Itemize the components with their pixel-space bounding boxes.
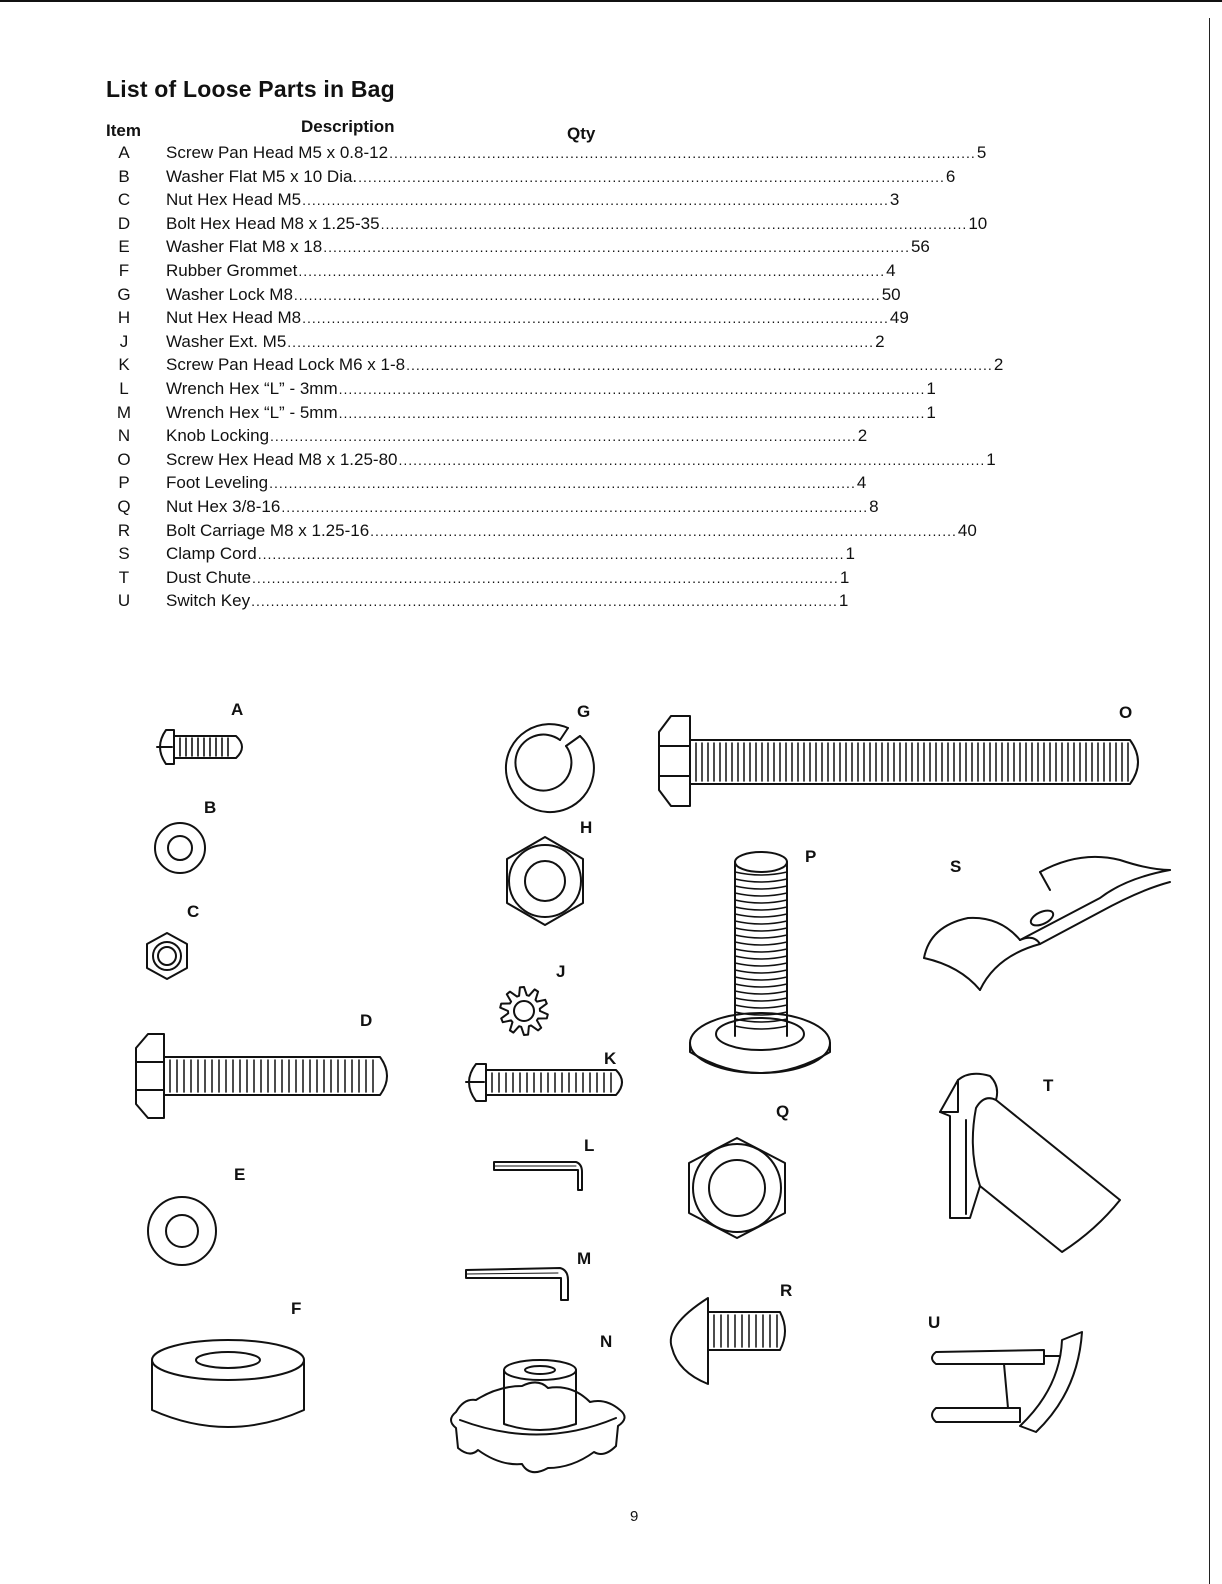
part-label-m: M bbox=[577, 1249, 592, 1268]
thread-line bbox=[735, 970, 787, 973]
part-c-nut-drawing bbox=[147, 933, 187, 979]
part-u-switch-key-drawing bbox=[932, 1332, 1082, 1432]
part-label-l: L bbox=[584, 1136, 595, 1155]
thread-line bbox=[735, 907, 787, 910]
item-description: Wrench Hex “L” - 3mm bbox=[166, 378, 338, 398]
item-description: Nut Hex 3/8-16 bbox=[166, 496, 281, 516]
thread-line bbox=[735, 928, 787, 931]
item-description: Washer Flat M5 x 10 Dia. bbox=[166, 166, 358, 186]
item-description: Washer Lock M8 bbox=[166, 284, 293, 304]
part-o-screw-drawing bbox=[659, 716, 1138, 806]
column-header-item: Item bbox=[106, 121, 141, 140]
item-qty: 1 bbox=[926, 378, 936, 398]
dot-leader: ........................................................................................................................ bbox=[323, 239, 910, 256]
dot-leader: ........................................................................................................................ bbox=[252, 569, 839, 586]
column-header-description: Description bbox=[301, 117, 395, 136]
item-qty: 4 bbox=[886, 260, 896, 280]
item-qty: 1 bbox=[838, 591, 849, 611]
part-label-p: P bbox=[805, 847, 817, 866]
item-description: Clamp Cord bbox=[166, 544, 257, 564]
item-qty: 50 bbox=[881, 284, 901, 304]
part-f-grommet-drawing bbox=[152, 1340, 304, 1427]
tooth-ring bbox=[500, 987, 548, 1035]
item-letter: F bbox=[118, 260, 130, 280]
item-letter: O bbox=[117, 449, 131, 469]
item-letter: U bbox=[117, 591, 131, 611]
dot-leader: ........................................................................................................................ bbox=[398, 451, 986, 468]
part-p-threads bbox=[735, 872, 787, 1029]
part-label-e: E bbox=[234, 1165, 246, 1184]
part-d-bolt-drawing bbox=[136, 1034, 387, 1118]
thread-line bbox=[735, 1005, 787, 1008]
item-qty: 40 bbox=[957, 520, 977, 540]
part-k-threads bbox=[492, 1073, 611, 1092]
thread-line bbox=[735, 977, 787, 980]
item-description: Washer Ext. M5 bbox=[166, 331, 287, 351]
part-t-dust-chute-drawing bbox=[940, 1074, 1120, 1252]
item-description: Knob Locking bbox=[166, 426, 270, 446]
thread-line bbox=[735, 914, 787, 917]
part-e-washer-drawing bbox=[148, 1197, 216, 1265]
item-qty: 10 bbox=[968, 213, 988, 233]
dot-leader: ........................................................................................................................ bbox=[293, 286, 881, 303]
part-a-screw-drawing bbox=[157, 730, 242, 764]
part-label-u: U bbox=[928, 1313, 941, 1332]
page-number: 9 bbox=[630, 1508, 639, 1525]
item-letter: H bbox=[117, 308, 131, 328]
dot-leader: ........................................................................................................................ bbox=[338, 404, 926, 421]
item-letter: D bbox=[117, 213, 131, 233]
part-label-n: N bbox=[600, 1332, 613, 1351]
thread-line bbox=[735, 998, 787, 1001]
item-qty: 8 bbox=[869, 496, 879, 516]
part-a-threads bbox=[180, 738, 228, 756]
part-label-g: G bbox=[577, 702, 591, 721]
dot-leader: ........................................................................................................................ bbox=[370, 522, 957, 539]
part-label-h: H bbox=[580, 818, 593, 837]
dot-leader: ........................................................................................................................ bbox=[269, 475, 856, 492]
item-qty: 5 bbox=[976, 143, 987, 162]
dot-leader: ........................................................................................................................ bbox=[389, 145, 976, 161]
part-label-c: C bbox=[187, 902, 200, 921]
part-h-nut-drawing bbox=[507, 837, 583, 925]
thread-line bbox=[735, 942, 787, 945]
part-k-screw-drawing bbox=[466, 1064, 622, 1101]
part-j-tooth-washer-drawing bbox=[500, 987, 548, 1035]
thread-line bbox=[735, 991, 787, 994]
page-title: List of Loose Parts in Bag bbox=[106, 76, 395, 102]
part-o-threads bbox=[696, 743, 1128, 781]
item-letter: M bbox=[116, 402, 132, 422]
item-description: Screw Pan Head M5 x 0.8-12 bbox=[166, 143, 389, 162]
dot-leader: ........................................................................................................................ bbox=[298, 262, 886, 279]
part-g-lock-washer-drawing bbox=[506, 724, 594, 812]
thread-line bbox=[735, 893, 787, 896]
item-qty: 1 bbox=[845, 544, 855, 564]
item-description: Foot Leveling bbox=[166, 473, 269, 493]
thread-line bbox=[735, 949, 787, 952]
part-label-j: J bbox=[556, 962, 566, 981]
part-m-hex-key-drawing bbox=[466, 1268, 568, 1300]
item-letter: Q bbox=[117, 496, 131, 516]
item-description: Screw Pan Head Lock M6 x 1-8 bbox=[166, 355, 406, 375]
thread-line bbox=[735, 1026, 787, 1029]
item-description: Nut Hex Head M8 bbox=[166, 308, 302, 328]
item-letter: E bbox=[118, 237, 130, 257]
item-letter: J bbox=[119, 331, 129, 351]
item-qty: 2 bbox=[993, 355, 1004, 375]
dot-leader: ........................................................................................................................ bbox=[358, 168, 945, 185]
part-label-t: T bbox=[1043, 1076, 1054, 1095]
thread-line bbox=[735, 921, 787, 924]
item-qty: 3 bbox=[889, 190, 900, 210]
item-description: Bolt Hex Head M8 x 1.25-35 bbox=[166, 213, 380, 233]
item-letter: T bbox=[118, 567, 130, 587]
part-b-washer-drawing bbox=[155, 823, 205, 873]
thread-line bbox=[735, 956, 787, 959]
part-p-foot-drawing bbox=[690, 852, 830, 1073]
part-s-clamp-drawing bbox=[924, 857, 1170, 990]
part-label-r: R bbox=[780, 1281, 793, 1300]
dot-leader: ........................................................................................................................ bbox=[287, 333, 875, 350]
dot-leader: ........................................................................................................................ bbox=[406, 357, 993, 374]
item-qty: 2 bbox=[857, 426, 868, 446]
item-qty: 1 bbox=[926, 402, 936, 422]
item-letter: S bbox=[118, 544, 130, 564]
part-l-hex-key-drawing bbox=[494, 1162, 582, 1190]
item-qty: 1 bbox=[986, 449, 996, 469]
item-description: Washer Flat M8 x 18 bbox=[166, 237, 323, 257]
part-label-b: B bbox=[204, 798, 217, 817]
dot-leader: ........................................................................................................................ bbox=[380, 215, 968, 232]
thread-line bbox=[735, 963, 787, 966]
part-n-knob-drawing bbox=[451, 1360, 625, 1472]
part-label-s: S bbox=[950, 857, 962, 876]
item-qty: 49 bbox=[889, 308, 909, 328]
item-letter: P bbox=[118, 473, 130, 493]
part-q-nut-drawing bbox=[689, 1138, 785, 1238]
dot-leader: ........................................................................................................................ bbox=[302, 192, 889, 209]
item-letter: K bbox=[118, 355, 130, 375]
part-label-f: F bbox=[291, 1299, 302, 1318]
item-description: Screw Hex Head M8 x 1.25-80 bbox=[166, 449, 398, 469]
column-header-qty: Qty bbox=[567, 124, 596, 143]
item-letter: C bbox=[117, 190, 131, 210]
part-label-k: K bbox=[604, 1049, 617, 1068]
item-letter: R bbox=[117, 520, 131, 540]
thread-line bbox=[735, 879, 787, 882]
item-qty: 56 bbox=[910, 237, 930, 257]
item-description: Rubber Grommet bbox=[166, 260, 298, 280]
thread-line bbox=[735, 984, 787, 987]
item-description: Bolt Carriage M8 x 1.25-16 bbox=[166, 520, 370, 540]
dot-leader: ........................................................................................................................ bbox=[257, 546, 845, 563]
item-letter: L bbox=[119, 378, 129, 398]
part-label-d: D bbox=[360, 1011, 373, 1030]
part-label-o: O bbox=[1119, 703, 1133, 722]
item-letter: N bbox=[117, 426, 131, 446]
item-description: Dust Chute bbox=[166, 567, 252, 587]
dot-leader: ........................................................................................................................ bbox=[338, 380, 926, 397]
dot-leader: ........................................................................................................................ bbox=[302, 310, 889, 327]
item-description: Switch Key bbox=[166, 591, 251, 611]
dot-leader: ........................................................................................................................ bbox=[251, 593, 838, 610]
item-description: Nut Hex Head M5 bbox=[166, 190, 302, 210]
item-qty: 2 bbox=[875, 331, 885, 351]
dot-leader: ........................................................................................................................ bbox=[270, 428, 857, 445]
part-d-threads bbox=[170, 1060, 373, 1092]
item-qty: 4 bbox=[856, 473, 867, 493]
part-label-a: A bbox=[231, 700, 244, 719]
item-letter: B bbox=[118, 166, 130, 186]
dot-leader: ........................................................................................................................ bbox=[281, 498, 869, 515]
item-letter: G bbox=[117, 284, 131, 304]
item-letter: A bbox=[118, 143, 130, 162]
part-r-carriage-bolt-drawing bbox=[671, 1298, 785, 1384]
item-description: Wrench Hex “L” - 5mm bbox=[166, 402, 338, 422]
part-label-q: Q bbox=[776, 1102, 790, 1121]
thread-line bbox=[735, 935, 787, 938]
item-qty: 6 bbox=[945, 166, 956, 186]
thread-line bbox=[735, 900, 787, 903]
part-r-threads bbox=[714, 1315, 777, 1347]
item-qty: 1 bbox=[839, 567, 850, 587]
thread-line bbox=[735, 886, 787, 889]
